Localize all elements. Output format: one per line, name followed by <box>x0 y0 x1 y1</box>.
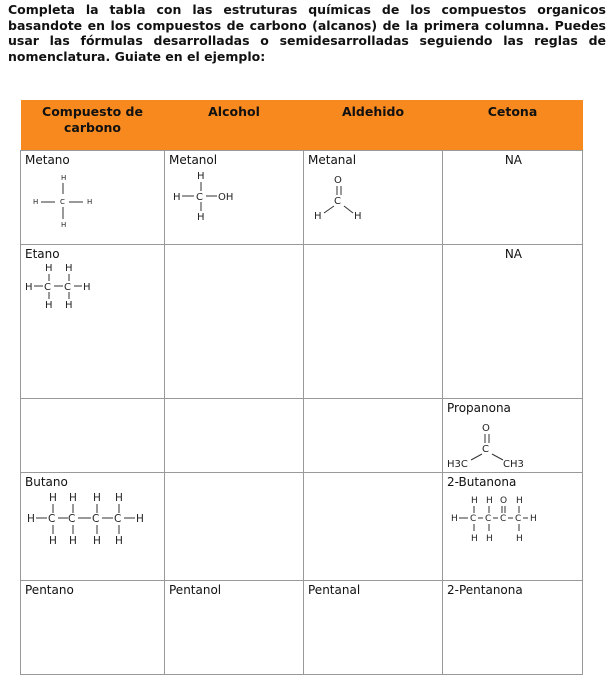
svg-text:H: H <box>530 514 537 524</box>
svg-text:C: C <box>60 198 65 206</box>
cell-alcano <box>21 473 165 581</box>
cell-aldehido <box>304 473 443 581</box>
svg-text:H: H <box>197 212 205 223</box>
svg-text:C: C <box>334 196 341 207</box>
svg-text:H: H <box>61 221 67 229</box>
butanona-structure <box>447 489 557 555</box>
cell-alcohol <box>165 151 304 245</box>
cell-alcohol <box>165 245 304 399</box>
cell-alcohol <box>165 399 304 473</box>
cell-aldehido <box>304 581 443 675</box>
compound-name: Pentanal <box>308 583 361 597</box>
svg-text:H: H <box>93 535 101 547</box>
table-row <box>21 151 583 245</box>
cell-cetona <box>443 473 583 581</box>
svg-text:OH: OH <box>218 192 234 203</box>
table-row <box>21 399 583 473</box>
svg-text:H: H <box>49 492 57 504</box>
compound-name: NA <box>504 247 522 261</box>
svg-text:H: H <box>65 263 73 274</box>
etano-structure <box>25 261 115 323</box>
compound-name: 2-Butanona <box>447 475 517 489</box>
svg-text:C: C <box>485 514 492 524</box>
svg-text:H: H <box>87 198 93 206</box>
svg-text:H: H <box>33 198 39 206</box>
svg-text:H: H <box>471 534 478 544</box>
svg-text:H: H <box>83 282 91 293</box>
compound-name: Etano <box>25 247 60 261</box>
cell-alcohol <box>165 581 304 675</box>
svg-text:H: H <box>486 496 493 506</box>
svg-text:C: C <box>48 513 56 525</box>
header-alcohol: Alcohol <box>165 100 304 151</box>
svg-text:H: H <box>451 514 458 524</box>
svg-text:H: H <box>69 535 77 547</box>
svg-text:H: H <box>197 171 205 182</box>
svg-text:H: H <box>136 513 144 525</box>
cell-aldehido <box>304 399 443 473</box>
compound-name: Pentano <box>25 583 74 597</box>
svg-text:H: H <box>115 492 123 504</box>
metanol-structure <box>169 167 249 227</box>
header-compuesto: Compuesto de carbono <box>21 100 165 151</box>
svg-text:H: H <box>49 535 57 547</box>
compound-name: Metanal <box>308 153 357 167</box>
compound-name: Butano <box>25 475 68 489</box>
svg-text:CH3: CH3 <box>503 459 524 469</box>
svg-text:H: H <box>471 496 478 506</box>
svg-text:C: C <box>68 513 76 525</box>
svg-text:H: H <box>516 534 523 544</box>
svg-text:C: C <box>196 192 203 203</box>
cell-alcano <box>21 581 165 675</box>
table-row <box>21 245 583 399</box>
svg-text:H: H <box>25 282 33 293</box>
svg-text:C: C <box>114 513 122 525</box>
svg-text:C: C <box>64 282 71 293</box>
cell-aldehido <box>304 245 443 399</box>
svg-text:H: H <box>45 300 53 311</box>
propanona-structure <box>447 415 557 469</box>
header-cetona: Cetona <box>443 100 583 151</box>
svg-text:O: O <box>500 496 508 506</box>
cell-alcano <box>21 245 165 399</box>
cell-alcohol <box>165 473 304 581</box>
svg-text:O: O <box>482 423 490 434</box>
svg-text:C: C <box>92 513 100 525</box>
cell-alcano <box>21 399 165 473</box>
butano-structure <box>25 489 161 555</box>
table-row <box>21 581 583 675</box>
svg-text:H: H <box>115 535 123 547</box>
compound-name: Pentanol <box>169 583 222 597</box>
svg-text:H: H <box>61 174 67 182</box>
compound-name: Metanol <box>169 153 218 167</box>
compound-name: Propanona <box>447 401 511 415</box>
svg-text:H: H <box>27 513 35 525</box>
cell-cetona <box>443 399 583 473</box>
table-row <box>21 473 583 581</box>
instructions-text: Completa la tabla con las estruturas químicas de los compuestos organicos basandote en los compuestos de carbono (alcanos) de la primera columna. Puedes usar las fórmulas desarrolladas o semidesarrolladas seguiendo las reglas de nomenclatura. Guiate en el ejemplo: <box>8 2 606 64</box>
svg-text:H3C: H3C <box>447 459 468 469</box>
svg-text:C: C <box>44 282 51 293</box>
compound-name: NA <box>504 153 522 167</box>
svg-text:H: H <box>314 211 322 222</box>
svg-text:C: C <box>470 514 477 524</box>
compounds-table <box>20 100 583 675</box>
svg-text:C: C <box>482 444 489 455</box>
svg-text:O: O <box>334 175 342 186</box>
svg-text:C: C <box>500 514 507 524</box>
metanal-structure <box>308 167 388 227</box>
svg-text:H: H <box>354 211 362 222</box>
svg-text:H: H <box>65 300 73 311</box>
table-header-row <box>21 100 583 151</box>
compound-name: Metano <box>25 153 70 167</box>
cell-cetona <box>443 581 583 675</box>
svg-text:C: C <box>515 514 522 524</box>
cell-cetona <box>443 151 583 245</box>
svg-text:H: H <box>486 534 493 544</box>
cell-alcano <box>21 151 165 245</box>
metano-structure <box>25 167 105 235</box>
svg-text:H: H <box>45 263 53 274</box>
cell-aldehido <box>304 151 443 245</box>
svg-text:H: H <box>173 192 181 203</box>
header-aldehido: Aldehido <box>304 100 443 151</box>
svg-text:H: H <box>69 492 77 504</box>
svg-text:H: H <box>516 496 523 506</box>
svg-text:H: H <box>93 492 101 504</box>
compound-name: 2-Pentanona <box>447 583 523 597</box>
cell-cetona <box>443 245 583 399</box>
